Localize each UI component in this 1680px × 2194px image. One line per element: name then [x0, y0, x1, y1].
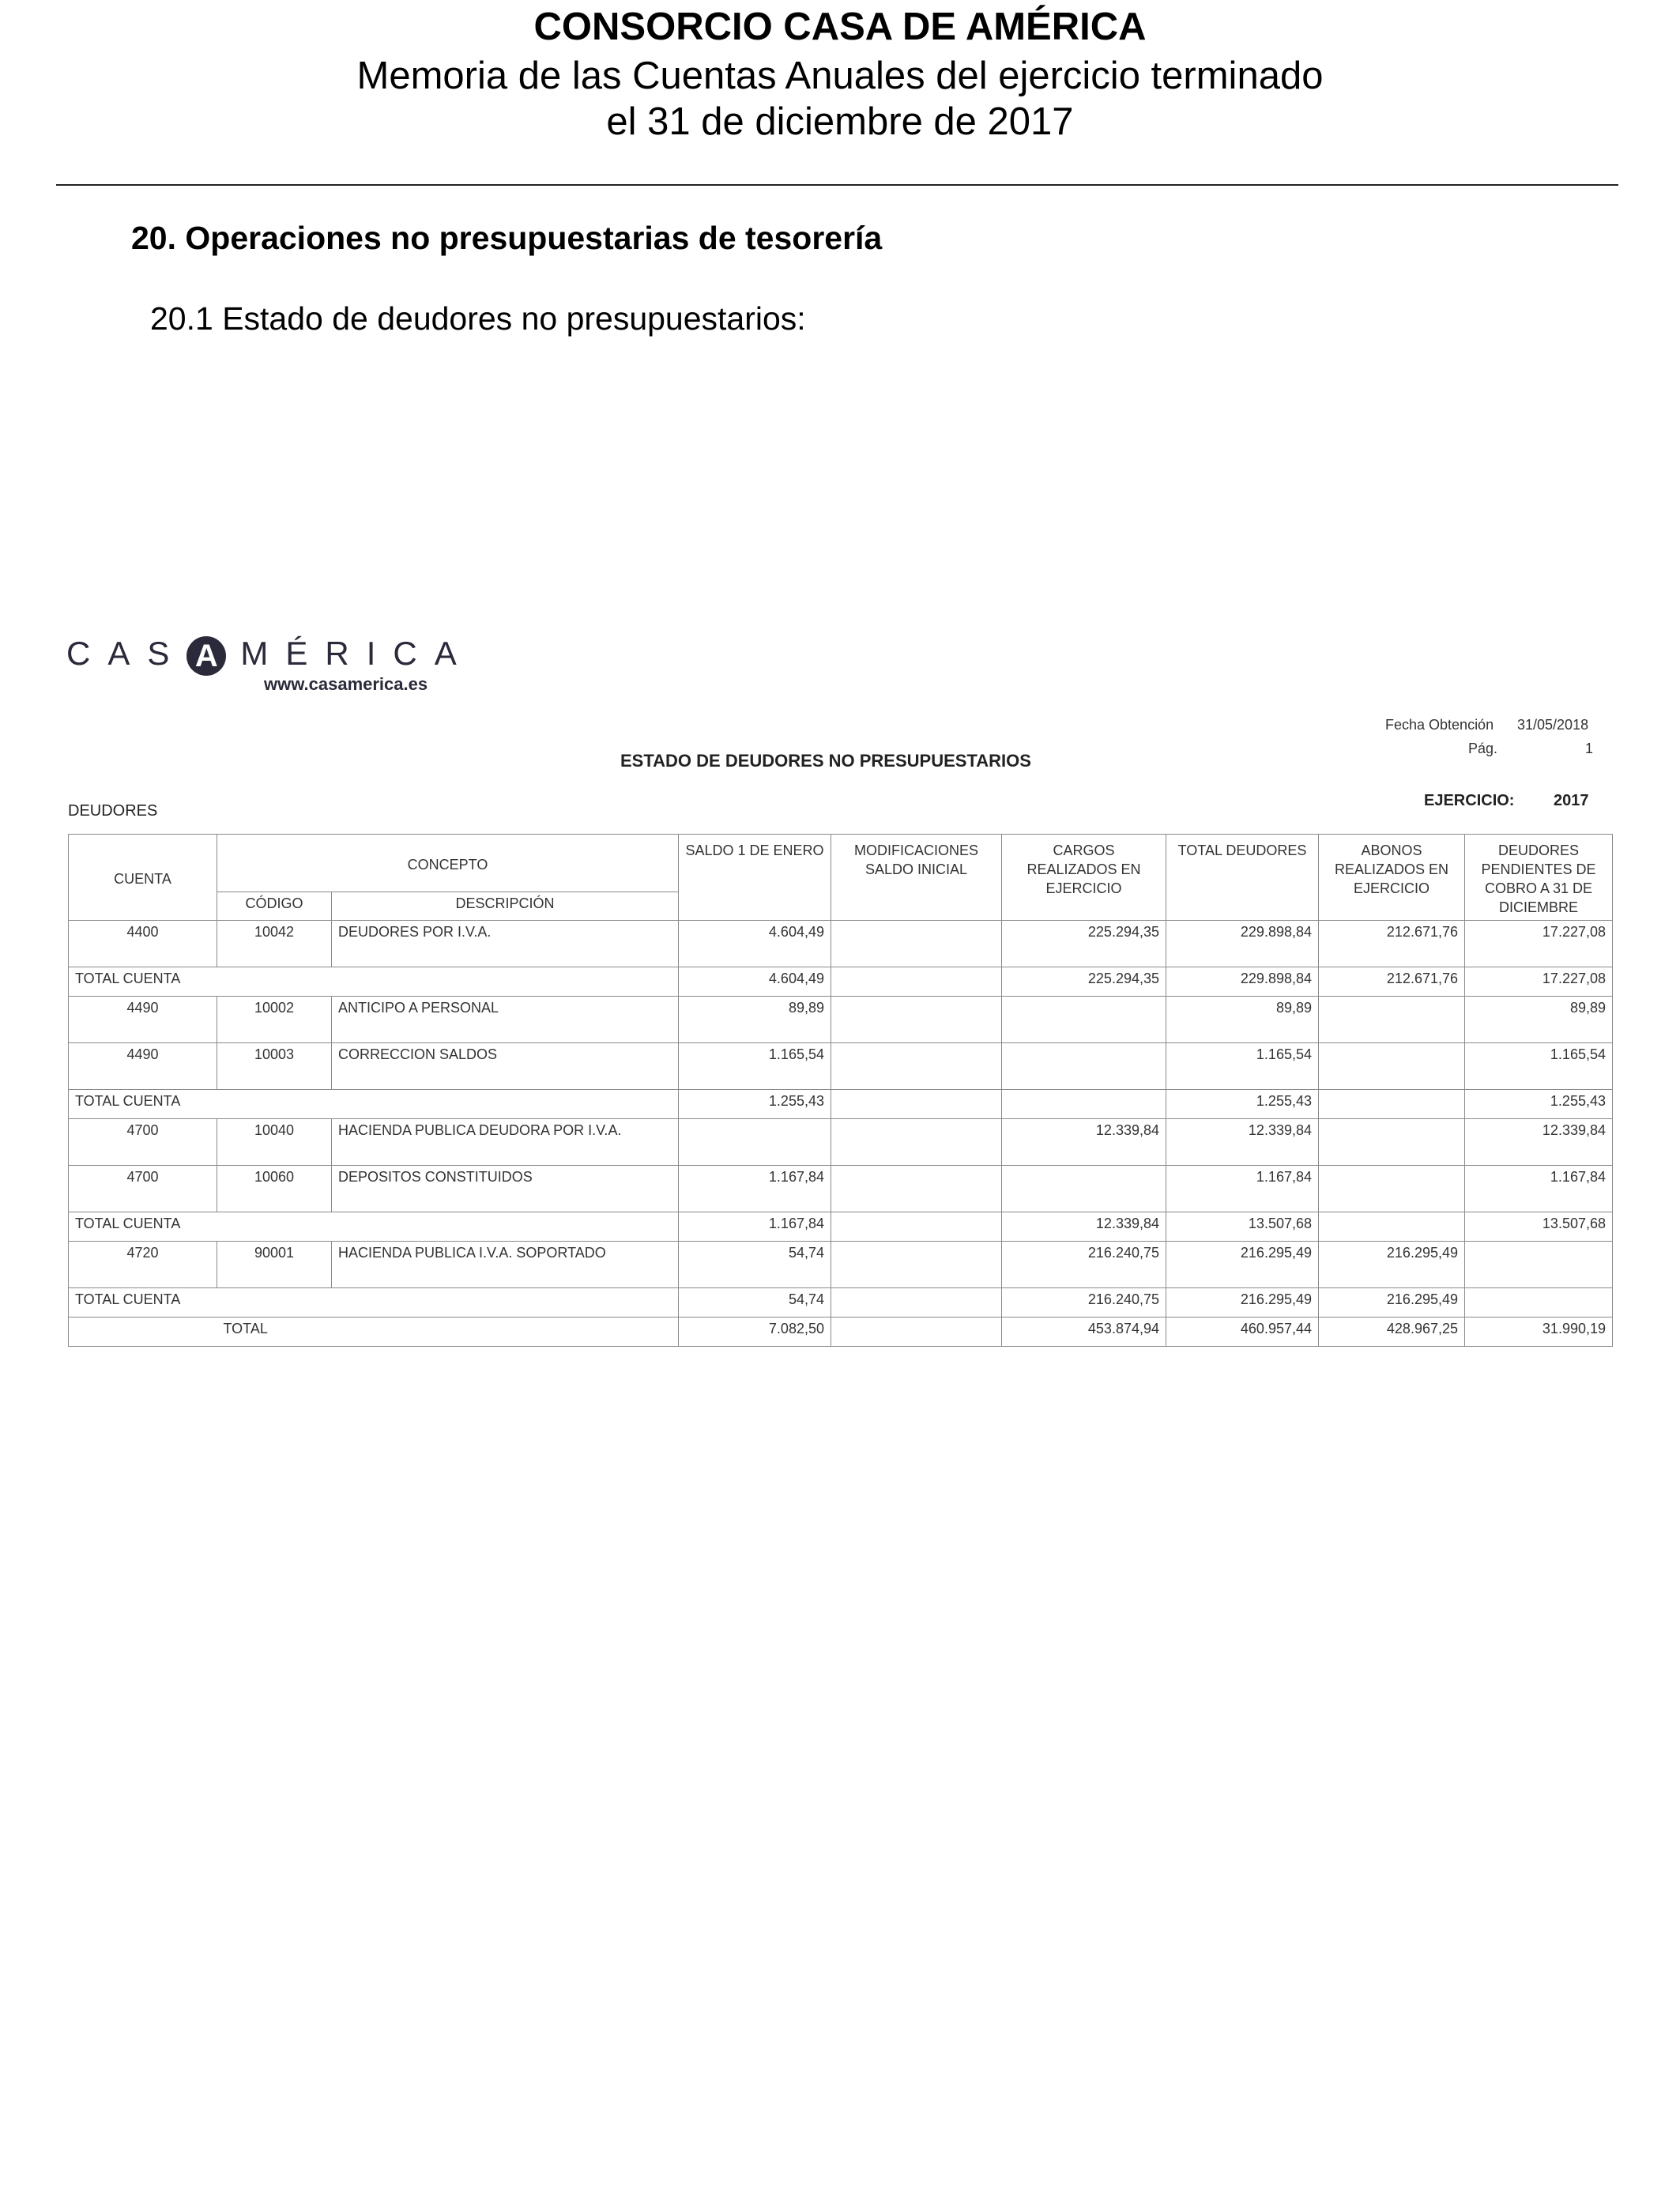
grand-total-row: [69, 1318, 1613, 1347]
modificaciones-cell: [831, 1090, 1002, 1119]
codigo-cell: 10003: [217, 1043, 332, 1090]
total-label-cell: TOTAL CUENTA: [69, 1212, 679, 1242]
modificaciones-cell: [831, 1119, 1002, 1166]
saldo-cell: 1.167,84: [679, 1166, 831, 1212]
saldo-cell: 54,74: [679, 1288, 831, 1318]
modificaciones-cell: [831, 921, 1002, 967]
cuenta-cell: 4700: [69, 1166, 217, 1212]
abonos-cell: 212.671,76: [1319, 967, 1465, 997]
pendientes-cell: 13.507,68: [1465, 1212, 1613, 1242]
total-deudores-cell: 1.165,54: [1166, 1043, 1319, 1090]
scanned-report: [63, 628, 1624, 1419]
abonos-cell: 212.671,76: [1319, 921, 1465, 967]
report-title: ESTADO DE DEUDORES NO PRESUPUESTARIOS: [620, 751, 1031, 771]
grand-total-spacer-cell: [69, 1318, 217, 1347]
total-deudores-cell: 89,89: [1166, 997, 1319, 1043]
total-row: [69, 1288, 1613, 1318]
pendientes-cell: 17.227,08: [1465, 967, 1613, 997]
cuenta-cell: 4700: [69, 1119, 217, 1166]
saldo-cell: 1.167,84: [679, 1212, 831, 1242]
codigo-cell: 10040: [217, 1119, 332, 1166]
header-divider: [56, 184, 1618, 186]
total-deudores-cell: 216.295,49: [1166, 1288, 1319, 1318]
descripcion-cell: DEPOSITOS CONSTITUIDOS: [332, 1166, 679, 1212]
descripcion-cell: HACIENDA PUBLICA DEUDORA POR I.V.A.: [332, 1119, 679, 1166]
saldo-cell: 4.604,49: [679, 921, 831, 967]
table-row: [69, 1242, 1613, 1288]
modificaciones-cell: [831, 1212, 1002, 1242]
total-deudores-cell: 12.339,84: [1166, 1119, 1319, 1166]
total-label-cell: TOTAL CUENTA: [69, 1288, 679, 1318]
table-row: [69, 921, 1613, 967]
document-title: CONSORCIO CASA DE AMÉRICA: [533, 6, 1147, 48]
table-row: [69, 1043, 1613, 1090]
pendientes-cell: [1465, 1242, 1613, 1288]
total-label-cell: TOTAL CUENTA: [69, 1090, 679, 1119]
pendientes-cell: [1465, 1288, 1613, 1318]
codigo-cell: 10042: [217, 921, 332, 967]
total-deudores-cell: 229.898,84: [1166, 967, 1319, 997]
modificaciones-cell: [831, 997, 1002, 1043]
saldo-cell: [679, 1119, 831, 1166]
logo-text-start: CAS: [66, 635, 187, 672]
saldo-cell: 7.082,50: [679, 1318, 831, 1347]
col-saldo: SALDO 1 DE ENERO: [679, 835, 831, 921]
saldo-cell: 1.165,54: [679, 1043, 831, 1090]
total-deudores-cell: 1.255,43: [1166, 1090, 1319, 1119]
modificaciones-cell: [831, 1043, 1002, 1090]
pendientes-cell: 17.227,08: [1465, 921, 1613, 967]
modificaciones-cell: [831, 1318, 1002, 1347]
total-row: [69, 967, 1613, 997]
col-abonos: ABONOS REALIZADOS EN EJERCICIO: [1319, 835, 1465, 921]
table-row: [69, 1166, 1613, 1212]
table-row: [69, 997, 1613, 1043]
codigo-cell: 10060: [217, 1166, 332, 1212]
total-label-cell: TOTAL CUENTA: [69, 967, 679, 997]
cuenta-cell: 4400: [69, 921, 217, 967]
col-concepto: CONCEPTO: [217, 835, 679, 892]
descripcion-cell: HACIENDA PUBLICA I.V.A. SOPORTADO: [332, 1242, 679, 1288]
abonos-cell: [1319, 1043, 1465, 1090]
cargos-cell: 12.339,84: [1002, 1212, 1166, 1242]
table-row: [69, 1119, 1613, 1166]
col-codigo: CÓDIGO: [217, 892, 332, 921]
abonos-cell: 428.967,25: [1319, 1318, 1465, 1347]
pendientes-cell: 1.167,84: [1465, 1166, 1613, 1212]
total-deudores-cell: 229.898,84: [1166, 921, 1319, 967]
cargos-cell: 225.294,35: [1002, 921, 1166, 967]
cuenta-cell: 4490: [69, 997, 217, 1043]
codigo-cell: 10002: [217, 997, 332, 1043]
cargos-cell: 453.874,94: [1002, 1318, 1166, 1347]
abonos-cell: [1319, 1212, 1465, 1242]
cuenta-cell: 4490: [69, 1043, 217, 1090]
grand-total-label-cell: TOTAL: [217, 1318, 679, 1347]
col-modificaciones: MODIFICACIONES SALDO INICIAL: [831, 835, 1002, 921]
modificaciones-cell: [831, 1242, 1002, 1288]
abonos-cell: 216.295,49: [1319, 1242, 1465, 1288]
logo-url: www.casamerica.es: [264, 674, 428, 694]
cargos-cell: [1002, 997, 1166, 1043]
saldo-cell: 1.255,43: [679, 1090, 831, 1119]
modificaciones-cell: [831, 1166, 1002, 1212]
pendientes-cell: 1.165,54: [1465, 1043, 1613, 1090]
cargos-cell: [1002, 1166, 1166, 1212]
saldo-cell: 54,74: [679, 1242, 831, 1288]
descripcion-cell: ANTICIPO A PERSONAL: [332, 997, 679, 1043]
total-deudores-cell: 13.507,68: [1166, 1212, 1319, 1242]
abonos-cell: [1319, 1090, 1465, 1119]
casamerica-logo: [66, 635, 509, 698]
pag-label: Pág.: [1468, 741, 1498, 756]
col-descripcion: DESCRIPCIÓN: [332, 892, 679, 921]
total-row: [69, 1090, 1613, 1119]
pendientes-cell: 12.339,84: [1465, 1119, 1613, 1166]
document-subtitle-date: el 31 de diciembre de 2017: [606, 100, 1074, 143]
descripcion-cell: CORRECCION SALDOS: [332, 1043, 679, 1090]
pendientes-cell: 1.255,43: [1465, 1090, 1613, 1119]
subsection-title: 20.1 Estado de deudores no presupuestarios:: [150, 300, 806, 337]
total-row: [69, 1212, 1613, 1242]
fecha-label: Fecha Obtención: [1385, 717, 1494, 733]
deudores-table: [68, 834, 1613, 1347]
abonos-cell: 216.295,49: [1319, 1288, 1465, 1318]
fecha-value: 31/05/2018: [1517, 717, 1589, 733]
ejercicio-label: EJERCICIO:: [1424, 792, 1515, 809]
ejercicio-value: 2017: [1554, 792, 1589, 809]
col-total-deudores: TOTAL DEUDORES: [1166, 835, 1319, 921]
total-deudores-cell: 460.957,44: [1166, 1318, 1319, 1347]
cargos-cell: [1002, 1043, 1166, 1090]
pendientes-cell: 31.990,19: [1465, 1318, 1613, 1347]
col-cargos: CARGOS REALIZADOS EN EJERCICIO: [1002, 835, 1166, 921]
abonos-cell: [1319, 1166, 1465, 1212]
saldo-cell: 4.604,49: [679, 967, 831, 997]
cargos-cell: [1002, 1090, 1166, 1119]
cuenta-cell: 4720: [69, 1242, 217, 1288]
col-pendientes: DEUDORES PENDIENTES DE COBRO A 31 DE DICIEMBRE: [1465, 835, 1613, 921]
col-cuenta: CUENTA: [69, 835, 217, 921]
total-deudores-cell: 1.167,84: [1166, 1166, 1319, 1212]
modificaciones-cell: [831, 967, 1002, 997]
descripcion-cell: DEUDORES POR I.V.A.: [332, 921, 679, 967]
cargos-cell: 225.294,35: [1002, 967, 1166, 997]
logo-text-end: MÉRICA: [240, 635, 474, 672]
modificaciones-cell: [831, 1288, 1002, 1318]
document-subtitle: Memoria de las Cuentas Anuales del ejercicio terminado: [356, 55, 1324, 97]
cargos-cell: 216.240,75: [1002, 1242, 1166, 1288]
total-deudores-cell: 216.295,49: [1166, 1242, 1319, 1288]
logo-a-icon: A: [186, 636, 226, 676]
abonos-cell: [1319, 1119, 1465, 1166]
section-title: 20. Operaciones no presupuestarias de tesorería: [131, 220, 883, 256]
abonos-cell: [1319, 997, 1465, 1043]
cargos-cell: 12.339,84: [1002, 1119, 1166, 1166]
cargos-cell: 216.240,75: [1002, 1288, 1166, 1318]
deudores-label: DEUDORES: [68, 802, 158, 820]
pendientes-cell: 89,89: [1465, 997, 1613, 1043]
pag-value: 1: [1585, 741, 1594, 756]
codigo-cell: 90001: [217, 1242, 332, 1288]
saldo-cell: 89,89: [679, 997, 831, 1043]
